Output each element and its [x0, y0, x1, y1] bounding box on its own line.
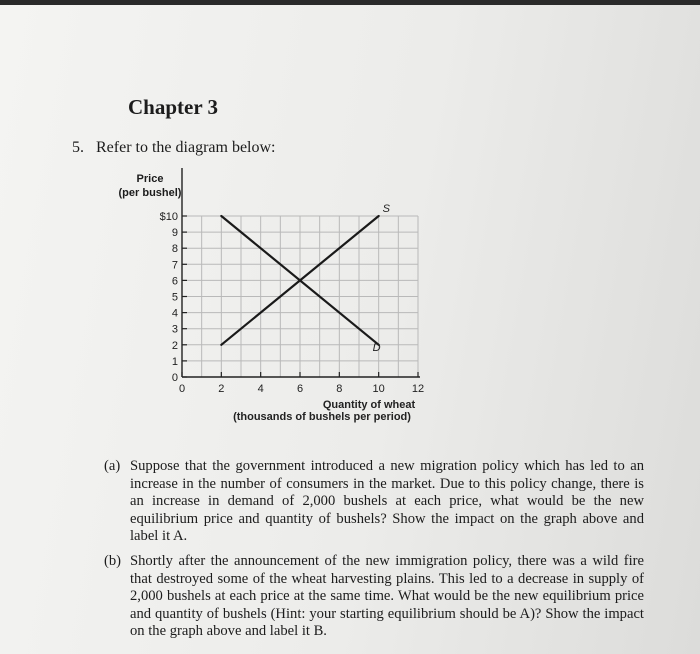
answer-b-label: (b) [104, 553, 122, 569]
y-tick-label: 4 [171, 307, 178, 320]
x-tick-label: 8 [336, 383, 343, 395]
y-tick-label: 3 [171, 323, 178, 336]
y-tick-label: 2 [171, 339, 178, 352]
y-tick-label: 0 [171, 372, 178, 384]
answer-b [104, 553, 644, 641]
y-tick-label: 1 [171, 355, 178, 368]
answer-a [104, 458, 644, 546]
y-axis-title-line-2: (per bushel) [118, 187, 182, 199]
answer-a-label: (a) [104, 458, 121, 474]
x-axis-title-line-2: (thousands of bushels per period) [233, 411, 411, 423]
y-tick-label: 8 [171, 243, 178, 256]
y-tick-label: $10 [159, 211, 178, 223]
answer-b-text: Shortly after the announcement of the new immigration policy, there was a wild fire that destroyed some of the wheat harvesting plains. This led to a decrease in supply of 2,000 bushels at each price at the same time. What would be the new equilibrium price and quantity of bushels (Hint: your starting equilibrium should be A)? Show the impact on the graph above and label it B. [130, 553, 644, 640]
x-tick-label: 12 [411, 383, 425, 395]
x-tick-label: 0 [178, 383, 186, 395]
x-tick-label: 4 [257, 383, 264, 395]
question-text: Refer to the diagram below: [96, 139, 276, 156]
supply-curve-label: S [382, 203, 391, 215]
y-tick-label: 5 [171, 291, 178, 304]
question-number: 5. [72, 139, 84, 156]
demand-curve-label: D [372, 341, 381, 354]
answer-a-text: Suppose that the government introduced a new migration policy which has led to an increase in the number of consumers in the market. Due to this policy change, there is an increase in demand of 2,000 bushels at each price, what would be the new equilibrium price and quantity of bushels? Show the impact on the graph above and label it A. [130, 458, 644, 545]
chapter-heading: Chapter 3 [128, 95, 219, 119]
y-tick-label: 9 [171, 227, 178, 240]
x-tick-label: 10 [372, 383, 385, 395]
y-tick-label: 7 [171, 259, 178, 272]
x-tick-label: 6 [296, 383, 304, 395]
x-axis-title-line-1: Quantity of wheat [322, 399, 416, 411]
x-tick-label: 2 [218, 383, 225, 395]
y-tick-label: 6 [171, 275, 178, 288]
y-axis-title-line-1: Price [136, 173, 164, 185]
